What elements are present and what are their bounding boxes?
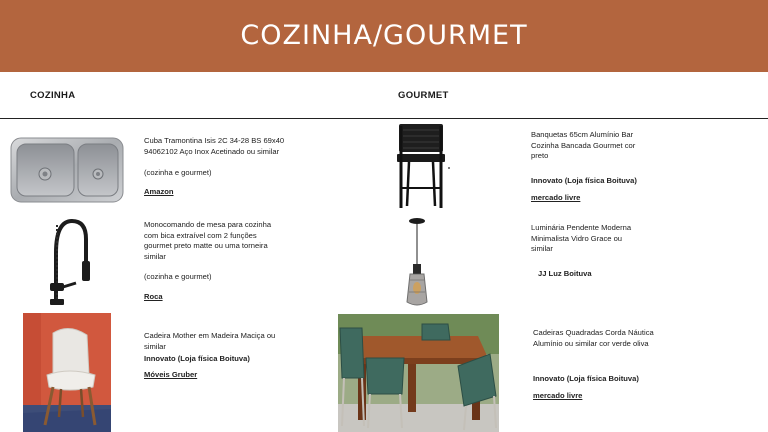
section-heading-gourmet: GOURMET xyxy=(398,90,449,101)
dining-set-store: Innovato (Loja física Boituva) xyxy=(533,374,639,383)
chair-icon xyxy=(23,313,111,432)
pendant-lamp-icon xyxy=(401,214,433,310)
header-divider xyxy=(0,118,768,119)
pendant-lamp-link-jj-luz[interactable]: JJ Luz Boituva xyxy=(538,269,592,278)
chair-store: Innovato (Loja física Boituva) xyxy=(144,354,250,363)
sink-link-amazon[interactable]: Amazon xyxy=(144,187,174,196)
section-heading-cozinha: COZINHA xyxy=(30,90,76,101)
faucet-description: Monocomando de mesa para cozinha com bica extraível com 2 funções gourmet preto matte ou uma torneira similar xyxy=(144,220,272,261)
dining-set-icon xyxy=(338,314,499,432)
sink-description: Cuba Tramontina Isis 2C 34-28 BS 69x40 94062102 Aço Inox Acetinado ou similar xyxy=(144,136,285,156)
faucet-icon xyxy=(36,213,100,309)
dining-set-description: Cadeiras Quadradas Corda Náutica Alumínio ou similar cor verde oliva xyxy=(533,328,654,348)
bar-stool-store: Innovato (Loja física Boituva) xyxy=(531,176,637,185)
dining-set-link-mercado-livre[interactable]: mercado livre xyxy=(533,391,583,400)
sink-note: (cozinha e gourmet) xyxy=(144,168,212,177)
chair-description: Cadeira Mother em Madeira Maciça ou similar xyxy=(144,331,276,351)
double-sink-icon xyxy=(10,137,124,203)
bar-stool-link-mercado-livre[interactable]: mercado livre xyxy=(531,193,581,202)
faucet-note: (cozinha e gourmet) xyxy=(144,272,212,281)
bar-stool-icon xyxy=(393,122,453,210)
header-banner xyxy=(0,0,768,72)
bar-stool-description: Banquetas 65cm Alumínio Bar Cozinha Bancada Gourmet cor preto xyxy=(531,130,636,160)
pendant-lamp-description: Luminária Pendente Moderna Minimalista Vidro Grace ou similar xyxy=(531,223,632,253)
page-title: COZINHA/GOURMET xyxy=(240,20,528,51)
faucet-link-roca[interactable]: Roca xyxy=(144,292,163,301)
chair-link-moveis-gruber[interactable]: Móveis Gruber xyxy=(144,370,198,379)
